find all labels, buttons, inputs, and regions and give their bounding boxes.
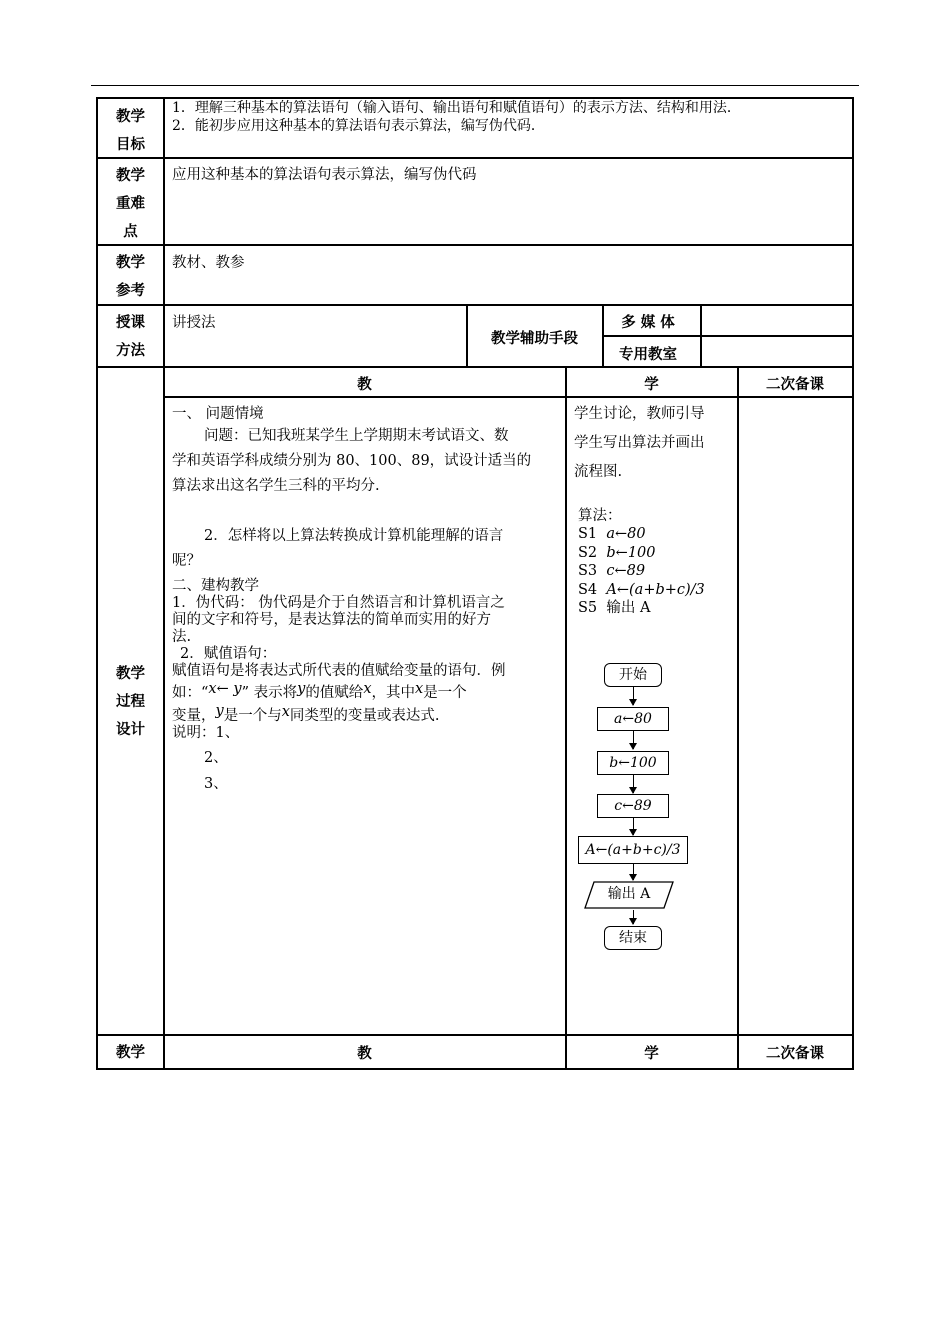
flowchart-node-b: b←100 — [597, 751, 669, 775]
algorithm-step: S3 c←89 — [578, 563, 646, 579]
process-column-divider — [737, 366, 739, 1070]
flowchart-node-a: a←80 — [597, 707, 669, 731]
pseudocode-line-1: 1．伪代码： 伪代码是介于自然语言和计算机语言之 — [172, 595, 505, 611]
section-2-title: 二、建构教学 — [172, 578, 259, 594]
aid-label: 教学辅助手段 — [491, 331, 578, 347]
question-2-line-1: 2．怎样将以上算法转换成计算机能理解的语言 — [204, 528, 504, 544]
note-3: 3、 — [204, 776, 228, 792]
objective-line-2: 2．能初步应用这种基本的算法语句表示算法，编写伪代码． — [172, 118, 545, 134]
multimedia-label: 多 媒 体 — [621, 315, 675, 331]
objective-label: 教学 目标 — [116, 109, 145, 153]
algorithm-step: S4 A←(a+b+c)/3 — [578, 581, 705, 598]
flowchart-arrow — [633, 687, 634, 705]
col-teach-header: 教 — [357, 377, 372, 393]
reference-text: 教材、教参 — [172, 255, 245, 271]
col-learn-header: 学 — [644, 377, 659, 393]
algorithm-step: S5 输出 A — [578, 600, 651, 616]
process-header-divider — [163, 396, 853, 398]
col-second-header: 二次备课 — [766, 377, 824, 393]
learn-line-1: 学生讨论，教师引导 — [574, 406, 705, 422]
row-divider — [97, 366, 853, 368]
algorithm-step: S1 a←80 — [578, 526, 646, 542]
reference-label: 教学 参考 — [116, 255, 145, 299]
objective-line-1: 1．理解三种基本的算法语句（输入语句、输出语句和赋值语句）的表示方法、结构和用法． — [172, 100, 741, 116]
assignment-line-3: 变量，y是一个与x同类型的变量或表达式. — [172, 703, 440, 724]
flowchart-arrow — [633, 818, 634, 835]
method-label: 授课 方法 — [116, 315, 145, 359]
footer-col-second: 二次备课 — [766, 1046, 824, 1062]
flowchart-node-average: A←(a+b+c)/3 — [578, 836, 688, 864]
method-text: 讲授法 — [172, 315, 216, 331]
row-divider — [97, 304, 853, 306]
row-divider — [97, 1034, 853, 1036]
key-points-text: 应用这种基本的算法语句表示算法，编写伪代码 — [172, 167, 477, 183]
flowchart-arrow — [633, 864, 634, 880]
pseudocode-line-3: 法. — [172, 629, 192, 645]
assignment-line-2: 如：“x← y” 表示将y的值赋给x，其中x是一个 — [172, 681, 467, 701]
key-points-label: 教学 重难 点 — [116, 168, 145, 240]
problem-line-3: 算法求出这名学生三科的平均分. — [172, 478, 380, 494]
learn-line-3: 流程图. — [574, 464, 623, 480]
problem-line-1: 问题：已知我班某学生上学期期末考试语文、数 — [204, 428, 509, 444]
algorithm-step: S2 b←100 — [578, 544, 656, 561]
classroom-label: 专用教室 — [619, 347, 677, 363]
assignment-line-1: 赋值语句是将表达式所代表的值赋给变量的语句．例 — [172, 663, 506, 679]
footer-label: 教学 — [116, 1045, 145, 1061]
row-divider — [97, 244, 853, 246]
process-label: 教学 过程 设计 — [116, 666, 145, 738]
assignment-title: 2．赋值语句： — [180, 646, 277, 662]
problem-line-2: 学和英语学科成绩分别为 80、100、89，试设计适当的 — [172, 453, 532, 469]
flowchart-arrow — [633, 731, 634, 749]
flowchart-node-c: c←89 — [597, 794, 669, 818]
method-divider — [602, 335, 853, 337]
algorithm-title: 算法： — [578, 508, 622, 524]
footer-col-teach: 教 — [357, 1046, 372, 1062]
question-2-line-2: 呢？ — [172, 553, 201, 569]
note-2: 2、 — [204, 750, 228, 766]
pseudocode-line-2: 间的文字和符号，是表达算法的简单而实用的好方 — [172, 612, 491, 628]
algorithm-steps — [578, 525, 705, 618]
label-column-divider — [163, 97, 165, 1070]
header-rule — [91, 85, 859, 86]
flowchart-end: 结束 — [604, 926, 662, 950]
flowchart-output: 输出 A — [607, 886, 651, 902]
note-1: 说明：1、 — [172, 725, 240, 741]
flowchart-arrow — [633, 775, 634, 793]
row-divider — [97, 157, 853, 159]
section-1-title: 一、 问题情境 — [172, 406, 264, 422]
process-column-divider — [565, 366, 567, 1070]
table-border-bottom — [97, 1068, 853, 1070]
flowchart-arrow — [633, 910, 634, 924]
table-border-right — [852, 97, 854, 1070]
learn-line-2: 学生写出算法并画出 — [574, 435, 705, 451]
footer-col-learn: 学 — [644, 1046, 659, 1062]
flowchart-start: 开始 — [604, 663, 662, 687]
